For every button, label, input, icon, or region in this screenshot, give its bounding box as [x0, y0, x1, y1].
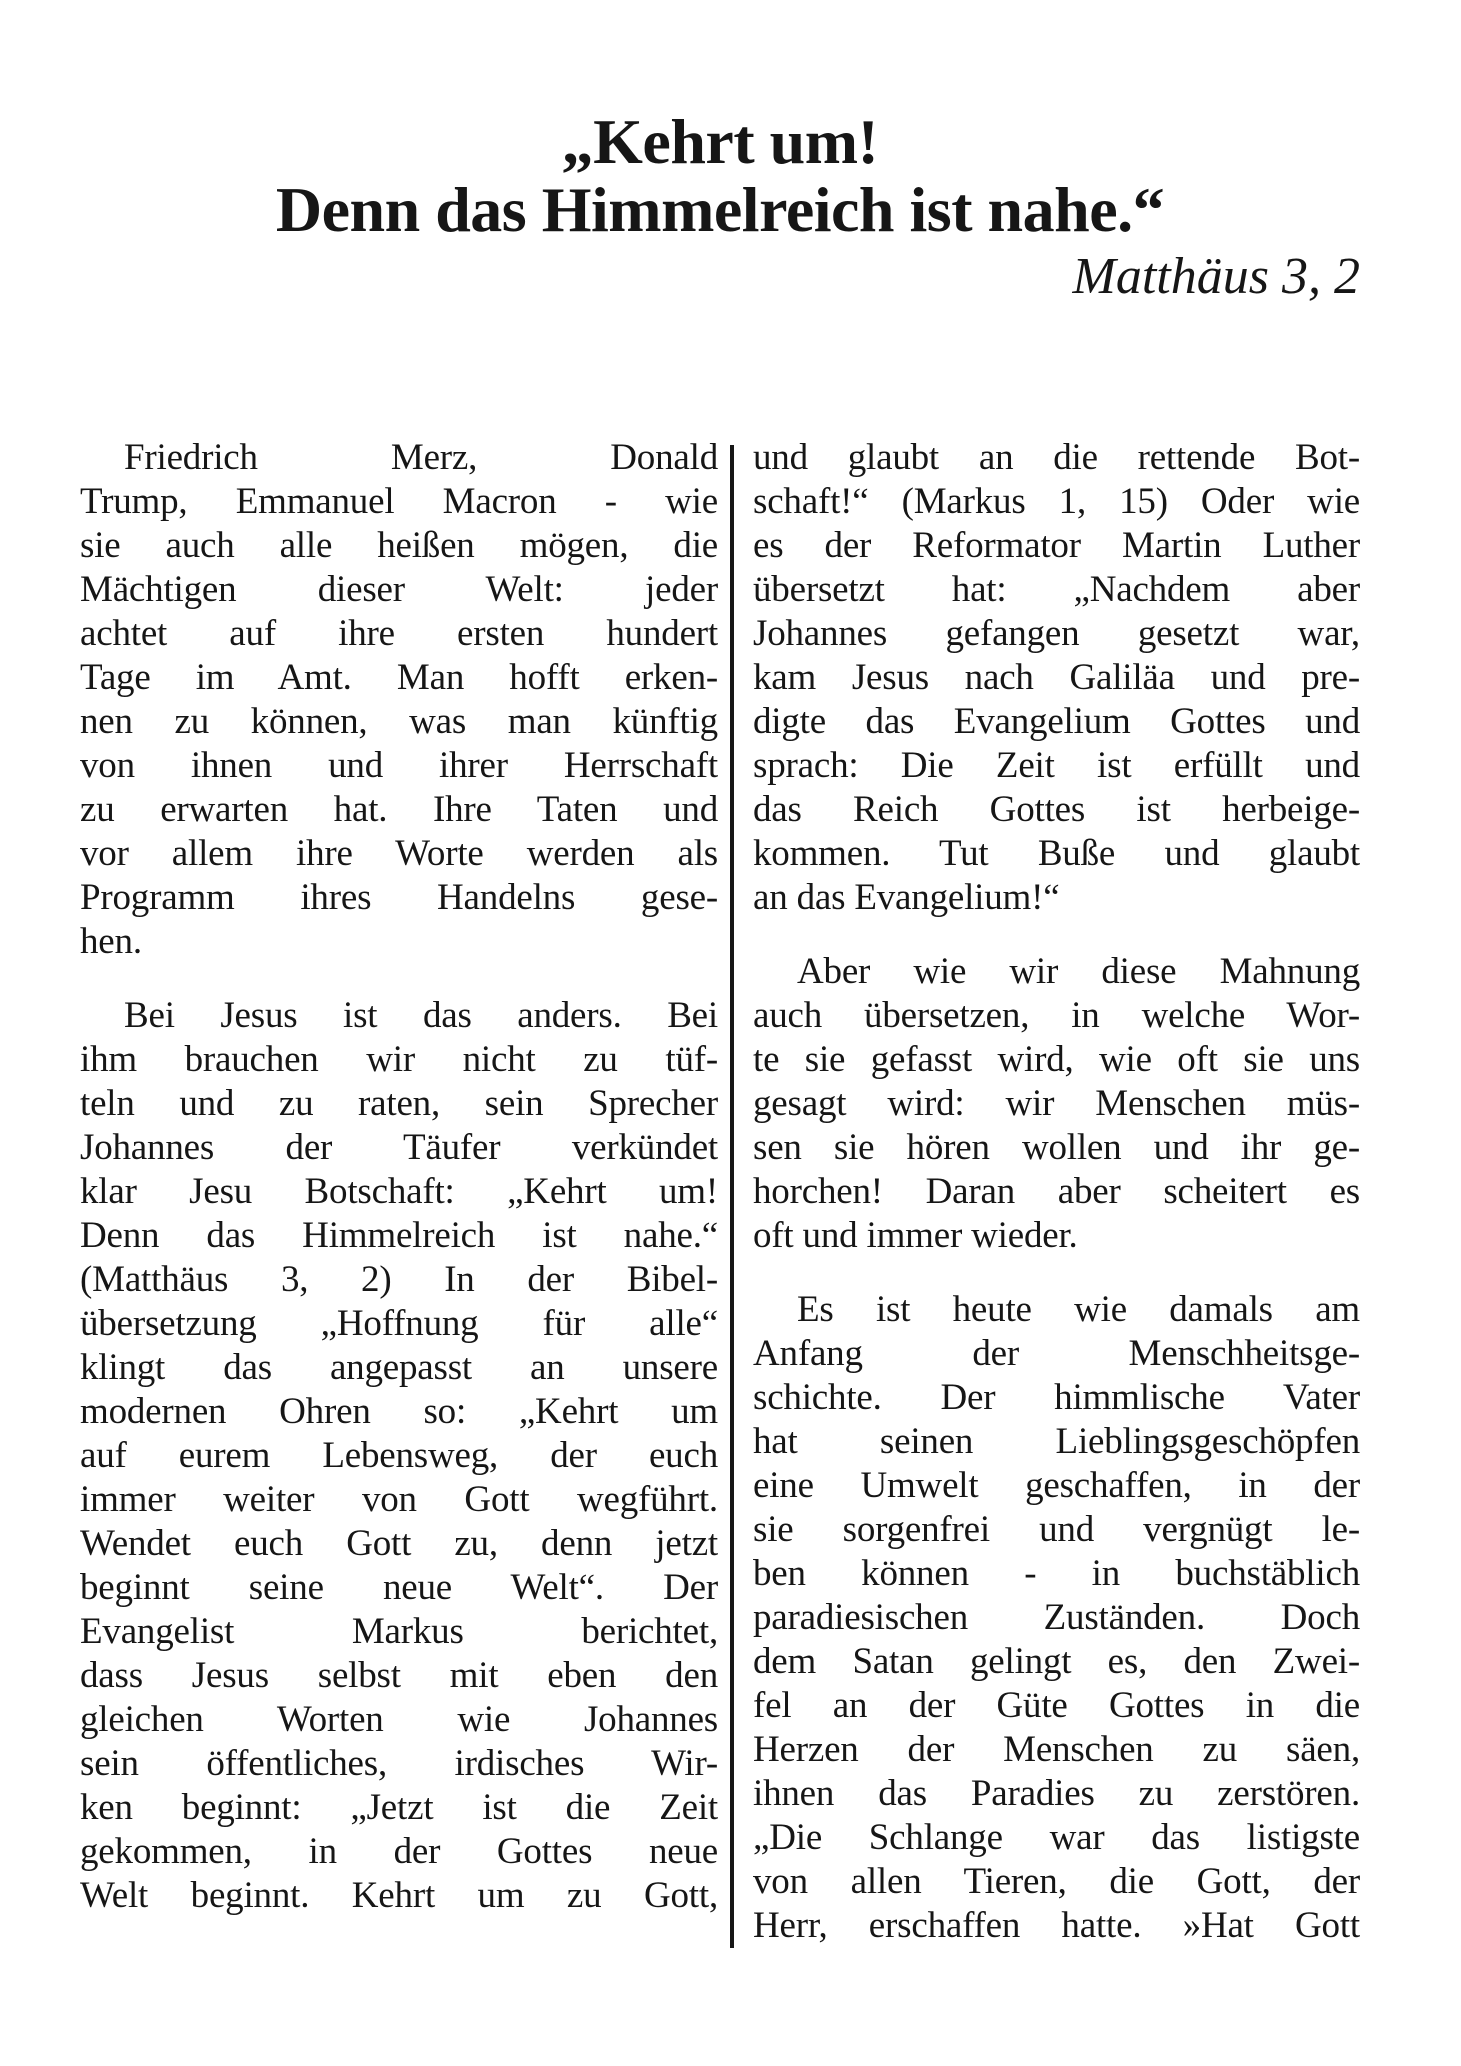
text-line: beginnt seine neue Welt“. Der [80, 1567, 718, 1608]
text-line: ken beginnt: „Jetzt ist die Zeit [80, 1787, 718, 1828]
text-line: an das Evangelium!“ [753, 877, 1060, 918]
text-line: horchen! Daran aber scheitert es [753, 1171, 1360, 1212]
text-line: „Die Schlange war das listigste [753, 1817, 1360, 1858]
text-line: sie sorgenfrei und vergnügt le- [753, 1509, 1360, 1550]
text-line: sprach: Die Zeit ist erfüllt und [753, 745, 1360, 786]
text-line: Herr, erschaffen hatte. »Hat Gott [753, 1905, 1360, 1946]
text-line: Johannes gefangen gesetzt war, [753, 613, 1360, 654]
text-column-left [80, 436, 718, 1918]
text-line: von ihnen und ihrer Herrschaft [80, 745, 718, 786]
paragraph [753, 950, 1360, 1258]
text-line: es der Reformator Martin Luther [753, 525, 1360, 566]
text-line: gesagt wird: wir Menschen müs- [753, 1083, 1360, 1124]
paragraph [753, 1288, 1360, 1948]
text-line: Herzen der Menschen zu säen, [753, 1729, 1360, 1770]
text-line: paradiesischen Zuständen. Doch [753, 1597, 1360, 1638]
text-line: hat seinen Lieblingsgeschöpfen [753, 1421, 1360, 1462]
text-line: klar Jesu Botschaft: „Kehrt um! [80, 1171, 718, 1212]
text-line: hen. [80, 921, 142, 962]
text-line: auf eurem Lebensweg, der euch [80, 1435, 718, 1476]
paragraph [80, 994, 718, 1918]
text-line: schaft!“ (Markus 1, 15) Oder wie [753, 481, 1360, 522]
text-line: Welt beginnt. Kehrt um zu Gott, [80, 1875, 718, 1916]
text-line: gleichen Worten wie Johannes [80, 1699, 718, 1740]
text-line: nen zu können, was man künftig [80, 701, 718, 742]
text-line: und glaubt an die rettende Bot- [753, 437, 1360, 478]
text-line: sein öffentliches, irdisches Wir- [80, 1743, 718, 1784]
text-line: Johannes der Täufer verkündet [80, 1127, 718, 1168]
text-line: dem Satan gelingt es, den Zwei- [753, 1641, 1360, 1682]
text-line: ben können - in buchstäblich [753, 1553, 1360, 1594]
text-line: auch übersetzen, in welche Wor- [753, 995, 1360, 1036]
text-line: immer weiter von Gott wegführt. [80, 1479, 718, 1520]
text-line: Denn das Himmelreich ist nahe.“ [80, 1215, 718, 1256]
text-line: sen sie hören wollen und ihr ge- [753, 1127, 1360, 1168]
paragraph [80, 436, 718, 964]
text-line: klingt das angepasst an unsere [80, 1347, 718, 1388]
text-line: modernen Ohren so: „Kehrt um [80, 1391, 718, 1432]
text-line: Wendet euch Gott zu, denn jetzt [80, 1523, 718, 1564]
text-line: übersetzt hat: „Nachdem aber [753, 569, 1360, 610]
text-line: kommen. Tut Buße und glaubt [753, 833, 1360, 874]
text-line: (Matthäus 3, 2) In der Bibel- [80, 1259, 718, 1300]
text-line: achtet auf ihre ersten hundert [80, 613, 718, 654]
text-line: Anfang der Menschheitsge- [753, 1333, 1360, 1374]
text-column-right [753, 436, 1360, 1948]
text-line: Mächtigen dieser Welt: jeder [80, 569, 718, 610]
scripture-attribution: Matthäus 3, 2 [1072, 248, 1360, 305]
text-line: Friedrich Merz, Donald [124, 437, 718, 478]
text-line: digte das Evangelium Gottes und [753, 701, 1360, 742]
text-line: Aber wie wir diese Mahnung [797, 951, 1360, 992]
text-line: von allen Tieren, die Gott, der [753, 1861, 1360, 1902]
text-line: übersetzung „Hoffnung für alle“ [80, 1303, 718, 1344]
text-line: zu erwarten hat. Ihre Taten und [80, 789, 718, 830]
text-line: sie auch alle heißen mögen, die [80, 525, 718, 566]
text-line: ihm brauchen wir nicht zu tüf- [80, 1039, 718, 1080]
text-line: vor allem ihre Worte werden als [80, 833, 718, 874]
text-line: Es ist heute wie damals am [797, 1289, 1360, 1330]
column-divider [730, 445, 734, 1948]
text-line: schichte. Der himmlische Vater [753, 1377, 1360, 1418]
text-line: Bei Jesus ist das anders. Bei [124, 995, 718, 1036]
text-line: eine Umwelt geschaffen, in der [753, 1465, 1360, 1506]
page-title-line1: „Kehrt um! [561, 106, 879, 177]
text-line: gekommen, in der Gottes neue [80, 1831, 718, 1872]
text-line: oft und immer wieder. [753, 1215, 1078, 1256]
text-line: Evangelist Markus berichtet, [80, 1611, 718, 1652]
text-line: Tage im Amt. Man hofft erken- [80, 657, 718, 698]
text-line: kam Jesus nach Galiläa und pre- [753, 657, 1360, 698]
page-header [80, 108, 1360, 308]
text-line: fel an der Güte Gottes in die [753, 1685, 1360, 1726]
text-line: Programm ihres Handelns gese- [80, 877, 718, 918]
text-line: teln und zu raten, sein Sprecher [80, 1083, 718, 1124]
text-line: te sie gefasst wird, wie oft sie uns [753, 1039, 1360, 1080]
paragraph [753, 436, 1360, 920]
text-line: das Reich Gottes ist herbeige- [753, 789, 1360, 830]
text-line: ihnen das Paradies zu zerstören. [753, 1773, 1360, 1814]
text-line: dass Jesus selbst mit eben den [80, 1655, 718, 1696]
page-title-line2: Denn das Himmelreich ist nahe.“ [275, 174, 1165, 245]
text-line: Trump, Emmanuel Macron - wie [80, 481, 718, 522]
